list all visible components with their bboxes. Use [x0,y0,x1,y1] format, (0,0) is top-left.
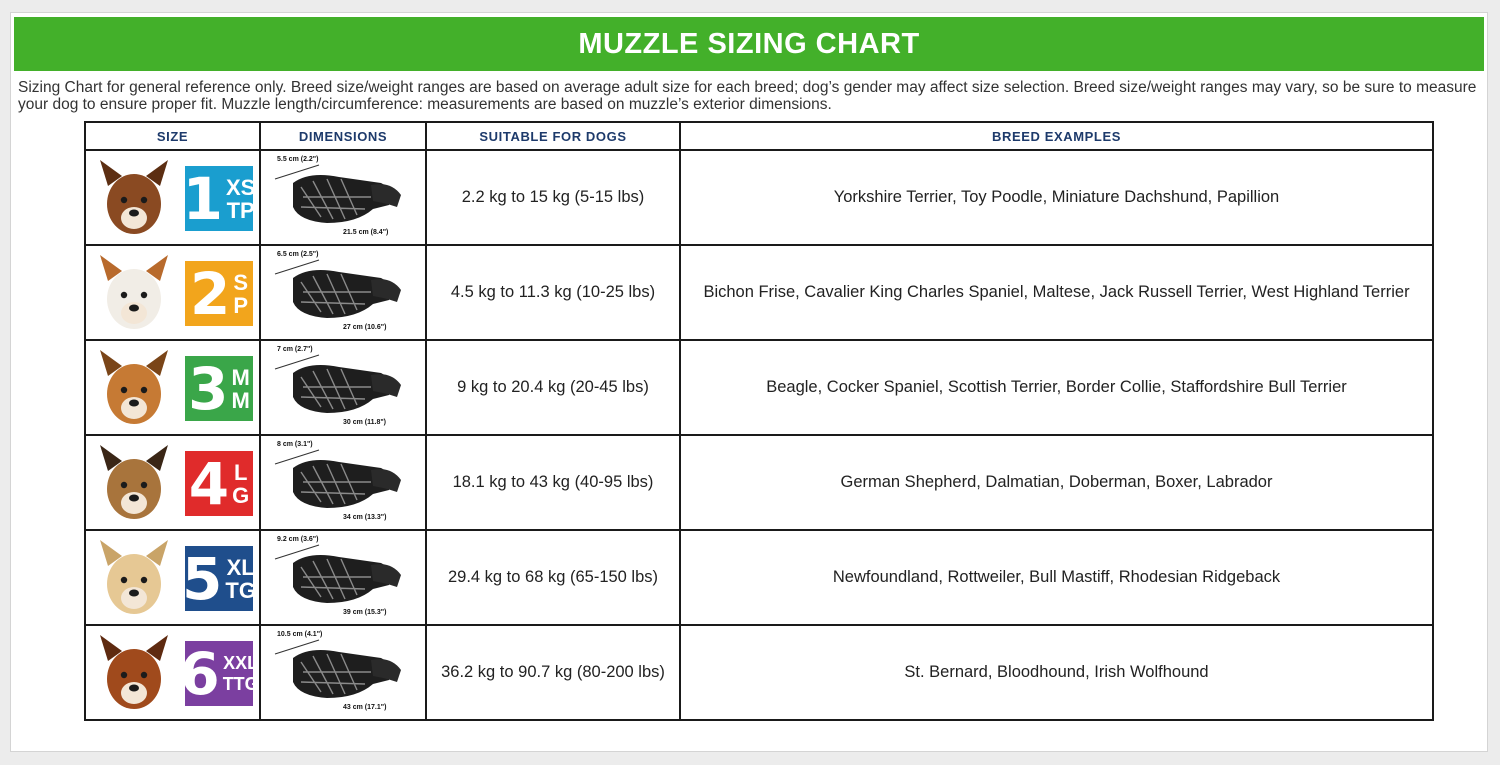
dimensions-cell [260,625,426,720]
table-row [85,340,1433,435]
size-code-en: S [233,269,249,295]
table-header-row [85,122,1433,150]
size-code-en: L [233,459,248,485]
size-badge [185,451,253,516]
size-cell [85,625,260,720]
muzzle-circumference-label: 27 cm (10.6") [343,324,387,331]
dimensions-cell [260,245,426,340]
size-code-fr: P [233,292,249,318]
muzzle-circumference-label: 21.5 cm (8.4") [343,229,389,236]
size-badge [185,356,253,421]
table-row [85,625,1433,720]
suitable-weight-cell: 9 kg to 20.4 kg (20-45 lbs) [426,340,680,435]
size-badge [185,261,253,326]
suitable-weight-cell: 2.2 kg to 15 kg (5-15 lbs) [426,150,680,245]
muzzle-length-label: 7 cm (2.7") [277,346,313,353]
size-codes [226,176,255,222]
size-number: 4 [188,449,230,518]
papillon-dog-photo-icon [94,156,174,239]
table-row [85,530,1433,625]
size-codes [232,461,249,507]
size-badge [182,164,256,233]
breed-examples-cell: Bichon Frise, Cavalier King Charles Spaniel, Maltese, Jack Russell Terrier, West Highland Terrier [680,245,1433,340]
breed-examples-cell: St. Bernard, Bloodhound, Irish Wolfhound [680,625,1433,720]
size-code-fr: G [232,482,250,508]
suitable-weight-cell: 29.4 kg to 68 kg (65-150 lbs) [426,530,680,625]
page-title: MUZZLE SIZING CHART [578,27,920,60]
sizing-table [84,121,1434,721]
muzzle-length-label: 9.2 cm (3.6") [277,536,319,543]
size-codes [232,366,250,412]
size-badge [182,544,256,613]
size-code-fr: M [231,387,250,413]
muzzle-length-label: 8 cm (3.1") [277,441,313,448]
size-number: 6 [179,639,220,708]
size-cell [85,435,260,530]
beagle-dog-photo-icon [94,346,174,429]
size-code-fr: TTG [222,673,259,694]
chart-frame [10,12,1488,752]
size-cell [85,150,260,245]
disclaimer-note: Sizing Chart for general reference only. Breed size/weight ranges are based on average adult size for each breed; dog’s gender may affect size selection. Breed size/weight ranges may vary, so be sure to measure your dog to ensure proper fit. Muzzle length/circumference: measurements are based on muzzle’s exterior dimensions. [18,79,1477,113]
title-banner [14,17,1484,71]
size-codes [223,653,259,695]
size-cell [85,245,260,340]
size-cell [85,530,260,625]
golden-retriever-dog-photo-icon [94,536,174,619]
dimensions-cell [260,150,426,245]
size-badge [179,639,259,708]
breed-examples-cell: Yorkshire Terrier, Toy Poodle, Miniature Dachshund, Papillion [680,150,1433,245]
muzzle-circumference-label: 30 cm (11.8") [343,419,387,426]
size-number: 2 [189,259,231,328]
size-code-en: XL [226,554,255,580]
size-code-en: M [231,364,250,390]
header-size: SIZE [85,122,260,150]
size-cell [85,340,260,435]
dimensions-cell [260,340,426,435]
breed-examples-cell: Newfoundland, Rottweiler, Bull Mastiff, Rhodesian Ridgeback [680,530,1433,625]
size-code-fr: TP [226,197,255,223]
suitable-weight-cell: 36.2 kg to 90.7 kg (80-200 lbs) [426,625,680,720]
table-row [85,245,1433,340]
size-code-en: XS [226,174,256,200]
muzzle-circumference-label: 39 cm (15.3") [343,609,387,616]
header-breeds: BREED EXAMPLES [680,122,1433,150]
size-code-fr: TG [225,577,256,603]
muzzle-length-label: 5.5 cm (2.2") [277,156,319,163]
muzzle-length-label: 10.5 cm (4.1") [277,631,323,638]
german-shepherd-dog-photo-icon [94,441,174,524]
header-dimensions: DIMENSIONS [260,122,426,150]
dimensions-cell [260,530,426,625]
dimensions-cell [260,435,426,530]
size-number: 1 [182,164,223,233]
table-row [85,150,1433,245]
suitable-weight-cell: 18.1 kg to 43 kg (40-95 lbs) [426,435,680,530]
size-codes [225,556,256,602]
breed-examples-cell: German Shepherd, Dalmatian, Doberman, Boxer, Labrador [680,435,1433,530]
suitable-weight-cell: 4.5 kg to 11.3 kg (10-25 lbs) [426,245,680,340]
jack-russell-dog-photo-icon [94,251,174,334]
table-row [85,435,1433,530]
muzzle-length-label: 6.5 cm (2.5") [277,251,319,258]
table-body [85,150,1433,720]
breed-examples-cell: Beagle, Cocker Spaniel, Scottish Terrier, Border Collie, Staffordshire Bull Terrier [680,340,1433,435]
header-suitable: SUITABLE FOR DOGS [426,122,680,150]
size-number: 5 [182,544,223,613]
size-number: 3 [188,354,229,423]
size-codes [233,271,248,317]
muzzle-circumference-label: 34 cm (13.3") [343,514,387,521]
st-bernard-dog-photo-icon [94,631,174,714]
size-code-en: XXL [223,652,259,673]
muzzle-circumference-label: 43 cm (17.1") [343,704,387,711]
